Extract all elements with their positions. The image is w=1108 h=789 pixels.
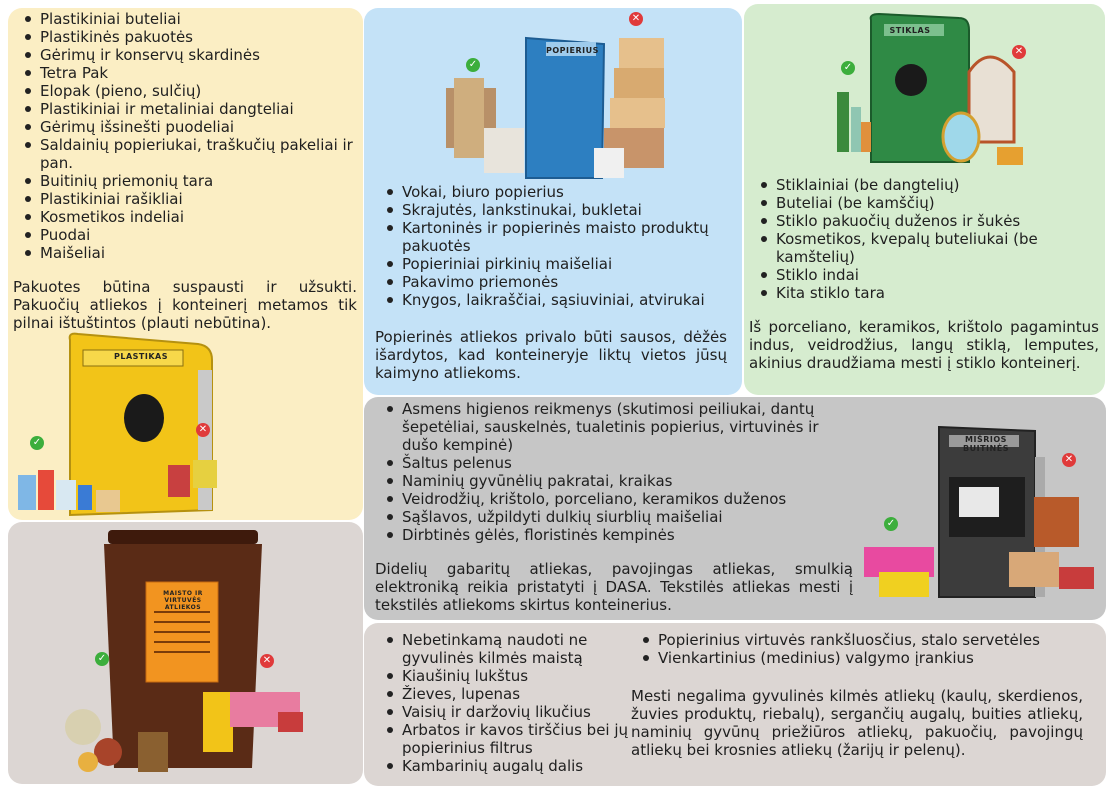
list-item: Buteliai (be kamščių) <box>752 194 1097 212</box>
list-item: Plastikiniai ir metaliniai dangteliai <box>16 100 356 118</box>
mixed-note: Didelių gabaritų atliekas, pavojingas atliekas, smulkią elektroniką reikia pristatyti į DASA. Tekstilės atliekas mesti į tekstilės atliekoms skirtus konteinerius. <box>375 560 853 614</box>
glass-container-label: STIKLAS <box>889 26 931 35</box>
bio-accepted-list-left <box>378 631 634 775</box>
list-item: Gėrimų ir konservų skardinės <box>16 46 356 64</box>
list-item: Kartoninės ir popierinės maisto produktų pakuotės <box>378 219 738 255</box>
list-item: Vienkartinius (medinius) valgymo įrankius <box>634 649 1100 667</box>
list-item: Maišeliai <box>16 244 356 262</box>
list-item: Žieves, lupenas <box>378 685 634 703</box>
list-item: Vokai, biuro popierius <box>378 183 738 201</box>
mixed-accepted-list <box>378 400 858 544</box>
list-item: Veidrodžių, krištolo, porceliano, keramikos duženos <box>378 490 858 508</box>
list-item: Kiaušinių lukštus <box>378 667 634 685</box>
list-item: Plastikiniai rašikliai <box>16 190 356 208</box>
list-item: Vaisių ir daržovių likučius <box>378 703 634 721</box>
list-item: Naminių gyvūnėlių pakratai, kraikas <box>378 472 858 490</box>
paper-note: Popierinės atliekos privalo būti sausos, dėžės išardytos, kad konteineryje liktų vietos jūsų kaimyno atliekoms. <box>375 328 727 382</box>
check-icon: ✓ <box>841 61 855 75</box>
food-waste-panel <box>8 522 363 784</box>
list-item: Plastikinės pakuotės <box>16 28 356 46</box>
check-icon: ✓ <box>466 58 480 72</box>
cross-icon: ✕ <box>1012 45 1026 59</box>
bio-accepted-list-right <box>634 631 1100 667</box>
mixed-waste-panel <box>364 397 1106 620</box>
cross-icon: ✕ <box>629 12 643 26</box>
list-item: Kambarinių augalų dalis <box>378 757 634 775</box>
glass-panel <box>744 4 1105 395</box>
list-item: Stiklainiai (be dangtelių) <box>752 176 1097 194</box>
list-item: Puodai <box>16 226 356 244</box>
check-icon: ✓ <box>95 652 109 666</box>
list-item: Knygos, laikraščiai, sąsiuviniai, atvirukai <box>378 291 738 309</box>
list-item: Asmens higienos reikmenys (skutimosi peiliukai, dantų šepetėliai, sauskelnės, tualetinis popierius, virtuvinės ir dušo kempinė) <box>378 400 858 454</box>
list-item: Dirbtinės gėlės, floristinės kempinės <box>378 526 858 544</box>
check-icon: ✓ <box>884 517 898 531</box>
list-item: Popieriniai pirkinių maišeliai <box>378 255 738 273</box>
list-item: Tetra Pak <box>16 64 356 82</box>
glass-accepted-list <box>752 176 1097 302</box>
list-item: Pakavimo priemonės <box>378 273 738 291</box>
list-item: Gėrimų išsinešti puodeliai <box>16 118 356 136</box>
food-container-label: MAISTO IR VIRTUVĖS ATLIEKOS <box>163 590 203 611</box>
bio-waste-panel <box>364 623 1106 786</box>
list-item: Arbatos ir kavos tirščius bei jų popierinius filtrus <box>378 721 634 757</box>
plastic-note: Pakuotes būtina suspausti ir užsukti. Pakuočių atliekos į konteinerį metamos tik pilnai ištuštintos (plauti nebūtina). <box>13 278 357 332</box>
paper-panel <box>364 8 742 395</box>
cross-icon: ✕ <box>196 423 210 437</box>
plastic-container-label: PLASTIKAS <box>114 352 168 361</box>
cross-icon: ✕ <box>260 654 274 668</box>
list-item: Kita stiklo tara <box>752 284 1097 302</box>
list-item: Plastikiniai buteliai <box>16 10 356 28</box>
list-item: Saldainių popieriukai, traškučių pakeliai ir pan. <box>16 136 356 172</box>
paper-container-label: POPIERIUS <box>546 46 599 55</box>
list-item: Popierinius virtuvės rankšluosčius, stalo servetėles <box>634 631 1100 649</box>
list-item: Stiklo indai <box>752 266 1097 284</box>
plastic-accepted-list <box>16 10 356 262</box>
paper-container-illustration <box>434 18 674 188</box>
plastic-panel <box>8 8 363 520</box>
mixed-container-label: MIŠRIOS BUITINĖS <box>963 435 1009 453</box>
list-item: Kosmetikos, kvepalų buteliukai (be kamštelių) <box>752 230 1097 266</box>
list-item: Elopak (pieno, sulčių) <box>16 82 356 100</box>
list-item: Nebetinkamą naudoti ne gyvulinės kilmės maistą <box>378 631 634 667</box>
list-item: Sąšlavos, užpildyti dulkių siurblių maišeliai <box>378 508 858 526</box>
bio-note: Mesti negalima gyvulinės kilmės atliekų (kaulų, skerdienos, žuvies produktų, riebalų), sergančių augalų, buities atliekų, naminių gyvūnų priežiūros atliekų, pakuočių, pavojingų atliekų bei krosnies atliekų (žarijų ir pelenų). <box>631 687 1083 759</box>
list-item: Buitinių priemonių tara <box>16 172 356 190</box>
list-item: Stiklo pakuočių duženos ir šukės <box>752 212 1097 230</box>
list-item: Kosmetikos indeliai <box>16 208 356 226</box>
check-icon: ✓ <box>30 436 44 450</box>
food-container-illustration <box>8 522 363 784</box>
cross-icon: ✕ <box>1062 453 1076 467</box>
list-item: Skrajutės, lankstinukai, bukletai <box>378 201 738 219</box>
paper-accepted-list <box>378 183 738 309</box>
glass-note: Iš porceliano, keramikos, krištolo pagamintus indus, veidrodžius, langų stiklą, lemputes, akinius draudžiama mesti į stiklo konteinerį. <box>749 318 1099 372</box>
glass-container-illustration <box>829 12 1034 172</box>
list-item: Šaltus pelenus <box>378 454 858 472</box>
